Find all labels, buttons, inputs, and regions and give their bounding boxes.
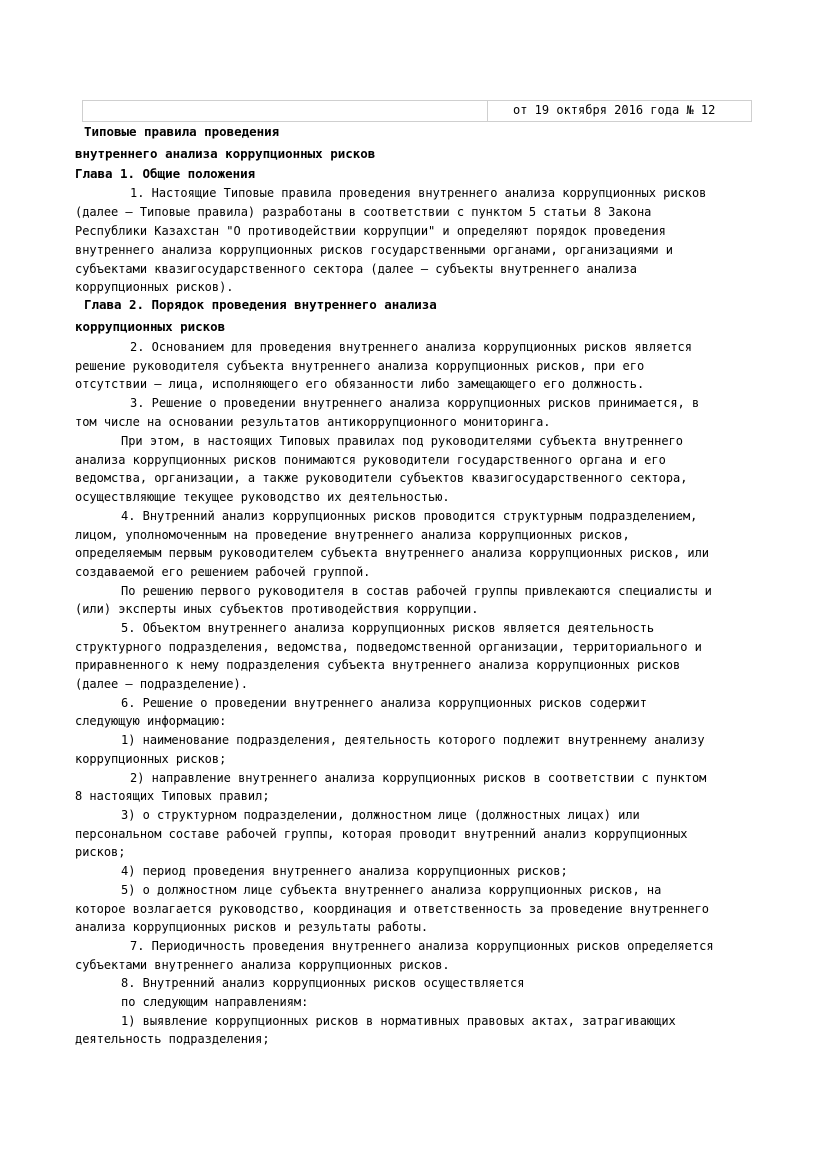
paragraph-line: При этом, в настоящих Типовых правилах под руководителями субъекта внутреннего (121, 434, 683, 448)
paragraph-line: 3. Решение о проведении внутреннего анализа коррупционных рисков принимается, в (130, 396, 700, 410)
chapter-2-heading-line-1: Глава 2. Порядок проведения внутреннего анализа (84, 297, 437, 312)
paragraph-line: По решению первого руководителя в состав рабочей группы привлекаются специалисты и (121, 584, 712, 598)
paragraph-line: субъектами внутреннего анализа коррупционных рисков. (75, 958, 450, 972)
paragraph-line: 8 настоящих Типовых правил; (75, 789, 270, 803)
paragraph-line: 7. Периодичность проведения внутреннего анализа коррупционных рисков определяется (130, 939, 714, 953)
paragraph-line: коррупционных рисков). (75, 280, 234, 294)
paragraph-line: (далее – Типовые правила) разработаны в соответствии с пунктом 5 статьи 8 Закона (75, 205, 652, 219)
paragraph-line: деятельность подразделения; (75, 1032, 270, 1046)
chapter-2-heading-line-2: коррупционных рисков (75, 319, 226, 334)
document-date-number: от 19 октября 2016 года № 12 (513, 103, 716, 117)
paragraph-line: (далее – подразделение). (75, 677, 248, 691)
paragraph-line: том числе на основании результатов антикоррупционного мониторинга. (75, 415, 551, 429)
paragraph-line: (или) эксперты иных субъектов противодействия коррупции. (75, 602, 479, 616)
paragraph-line: 1) выявление коррупционных рисков в нормативных правовых актах, затрагивающих (121, 1014, 676, 1028)
paragraph-line: 1) наименование подразделения, деятельность которого подлежит внутреннему анализу (121, 733, 705, 747)
paragraph-line: 1. Настоящие Типовые правила проведения внутреннего анализа коррупционных рисков (130, 186, 707, 200)
paragraph-line: ведомства, организации, а также руководители субъектов квазигосударственного сектора, (75, 471, 688, 485)
paragraph-line: коррупционных рисков; (75, 752, 227, 766)
paragraph-line: структурного подразделения, ведомства, подведомственной организации, территориального и (75, 640, 702, 654)
paragraph-line: 2) направление внутреннего анализа коррупционных рисков в соответствии с пунктом (130, 771, 707, 785)
paragraph-line: приравненного к нему подразделения субъекта внутреннего анализа коррупционных рисков (75, 658, 681, 672)
paragraph-line: 2. Основанием для проведения внутреннего анализа коррупционных рисков является (130, 340, 692, 354)
paragraph-line: анализа коррупционных рисков и результаты работы. (75, 920, 429, 934)
paragraph-line: решение руководителя субъекта внутреннего анализа коррупционных рисков, при его (75, 359, 645, 373)
document-title-line-1: Типовые правила проведения (84, 124, 280, 139)
paragraph-line: 6. Решение о проведении внутреннего анализа коррупционных рисков содержит (121, 696, 647, 710)
paragraph-line: следующую информацию: (75, 714, 227, 728)
paragraph-line: Республики Казахстан "О противодействии коррупции" и определяют порядок проведения (75, 224, 666, 238)
paragraph-line: 5) о должностном лице субъекта внутреннего анализа коррупционных рисков, на (121, 883, 662, 897)
paragraph-line: внутреннего анализа коррупционных рисков государственными органами, организациями и (75, 243, 673, 257)
paragraph-line: анализа коррупционных рисков понимаются руководители государственного органа и его (75, 453, 666, 467)
paragraph-line: персональном составе рабочей группы, которая проводит внутренний анализ коррупционных (75, 827, 688, 841)
paragraph-line: рисков; (75, 845, 126, 859)
paragraph-line: 3) о структурном подразделении, должностном лице (должностных лицах) или (121, 808, 640, 822)
paragraph-line: субъектами квазигосударственного сектора (далее – субъекты внутреннего анализа (75, 262, 637, 276)
paragraph-line: 4. Внутренний анализ коррупционных рисков проводится структурным подразделением, (121, 509, 698, 523)
chapter-1-heading: Глава 1. Общие положения (75, 166, 256, 181)
paragraph-line: создаваемой его решением рабочей группой. (75, 565, 371, 579)
paragraph-line: 8. Внутренний анализ коррупционных рисков осуществляется (121, 976, 525, 990)
paragraph-line: 5. Объектом внутреннего анализа коррупционных рисков является деятельность (121, 621, 655, 635)
paragraph-line: по следующим направлениям: (121, 995, 309, 1009)
paragraph-line: которое возлагается руководство, координация и ответственность за проведение внутреннего (75, 902, 710, 916)
paragraph-line: лицом, уполномоченным на проведение внутреннего анализа коррупционных рисков, (75, 528, 630, 542)
paragraph-line: 4) период проведения внутреннего анализа коррупционных рисков; (121, 864, 568, 878)
paragraph-line: отсутствии – лица, исполняющего его обязанности либо замещающего его должность. (75, 377, 645, 391)
paragraph-line: осуществляющие текущее руководство их деятельностью. (75, 490, 450, 504)
document-title-line-2: внутреннего анализа коррупционных рисков (75, 146, 376, 161)
paragraph-line: определяемым первым руководителем субъекта внутреннего анализа коррупционных рисков, или (75, 546, 710, 560)
